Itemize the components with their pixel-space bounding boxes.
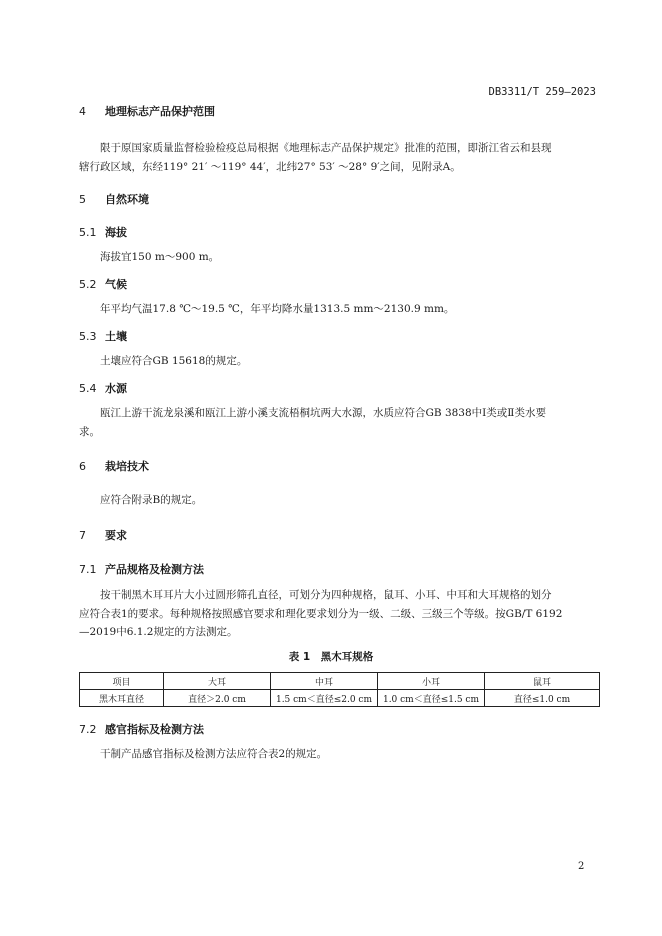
section-title: 水源 bbox=[105, 382, 127, 395]
section-7-heading bbox=[79, 527, 127, 543]
section-5-4-heading bbox=[79, 380, 127, 396]
section-5-1-text: 海拔宜150 m～900 m。 bbox=[100, 251, 220, 263]
section-number: 7.1 bbox=[79, 563, 97, 576]
section-number: 5 bbox=[79, 193, 86, 206]
section-4-heading bbox=[79, 103, 215, 119]
section-7-1-text-line3: —2019中6.1.2规定的方法测定。 bbox=[79, 626, 238, 638]
specification-table bbox=[79, 672, 600, 707]
section-title: 气候 bbox=[105, 278, 127, 291]
section-5-heading bbox=[79, 191, 149, 207]
section-5-2-heading bbox=[79, 276, 127, 292]
section-number: 7 bbox=[79, 529, 86, 542]
section-7-2-heading bbox=[79, 721, 204, 737]
table-cell: 直径＞2.0 cm bbox=[164, 690, 271, 707]
section-7-1-text-line1: 按干制黑木耳耳片大小过圆形筛孔直径，可划分为四种规格，鼠耳、小耳、中耳和大耳规格的划分 bbox=[100, 589, 552, 601]
header-cell: 项目 bbox=[80, 673, 164, 690]
section-5-3-heading bbox=[79, 328, 127, 344]
section-6-heading bbox=[79, 458, 149, 474]
section-title: 地理标志产品保护范围 bbox=[105, 105, 215, 118]
section-title: 自然环境 bbox=[105, 193, 149, 206]
header-cell: 中耳 bbox=[271, 673, 378, 690]
section-number: 5.1 bbox=[79, 226, 97, 239]
section-number: 5.4 bbox=[79, 382, 97, 395]
table-header-row bbox=[80, 673, 600, 690]
page-number: 2 bbox=[578, 861, 585, 872]
section-7-1-heading bbox=[79, 561, 204, 577]
section-4-text-line2: 辖行政区域，东经119° 21′ ～119° 44′，北纬27° 53′ ～28° 9′之间，见附录A。 bbox=[79, 161, 461, 173]
table-cell: 黑木耳直径 bbox=[80, 690, 164, 707]
section-5-4-text-line2: 求。 bbox=[79, 426, 100, 438]
section-title: 土壤 bbox=[105, 330, 127, 343]
section-title: 海拔 bbox=[105, 226, 127, 239]
section-6-text: 应符合附录B的规定。 bbox=[100, 494, 203, 506]
section-number: 4 bbox=[79, 105, 86, 118]
header-cell: 小耳 bbox=[378, 673, 485, 690]
table-cell: 直径≤1.0 cm bbox=[485, 690, 600, 707]
table-row bbox=[80, 690, 600, 707]
section-title: 产品规格及检测方法 bbox=[105, 563, 204, 576]
section-number: 5.3 bbox=[79, 330, 97, 343]
section-title: 要求 bbox=[105, 529, 127, 542]
section-number: 5.2 bbox=[79, 278, 97, 291]
section-number: 7.2 bbox=[79, 723, 97, 736]
section-5-2-text: 年平均气温17.8 ℃～19.5 ℃，年平均降水量1313.5 mm～2130.9 mm。 bbox=[100, 303, 455, 315]
section-title: 栽培技术 bbox=[105, 460, 149, 473]
section-5-1-heading bbox=[79, 224, 127, 240]
section-title: 感官指标及检测方法 bbox=[105, 723, 204, 736]
section-4-text-line1: 限于原国家质量监督检验检疫总局根据《地理标志产品保护规定》批准的范围，即浙江省云和县现 bbox=[100, 142, 552, 154]
section-5-4-text-line1: 瓯江上游干流龙泉溪和瓯江上游小溪支流梧桐坑两大水源，水质应符合GB 3838中Ⅰ类或Ⅱ类水要 bbox=[100, 407, 546, 419]
header-cell: 鼠耳 bbox=[485, 673, 600, 690]
table-cell: 1.0 cm＜直径≤1.5 cm bbox=[378, 690, 485, 707]
section-7-2-text: 干制产品感官指标及检测方法应符合表2的规定。 bbox=[100, 748, 328, 760]
section-5-3-text: 土壤应符合GB 15618的规定。 bbox=[100, 355, 248, 367]
section-number: 6 bbox=[79, 460, 86, 473]
header-cell: 大耳 bbox=[164, 673, 271, 690]
standard-code: DB3311/T 259—2023 bbox=[488, 86, 596, 98]
table-cell: 1.5 cm＜直径≤2.0 cm bbox=[271, 690, 378, 707]
table-caption: 表 1 黑木耳规格 bbox=[288, 651, 374, 663]
section-7-1-text-line2: 应符合表1的要求。每种规格按照感官要求和理化要求划分为一级、二级、三级三个等级。按GB/T 6192 bbox=[79, 608, 563, 620]
